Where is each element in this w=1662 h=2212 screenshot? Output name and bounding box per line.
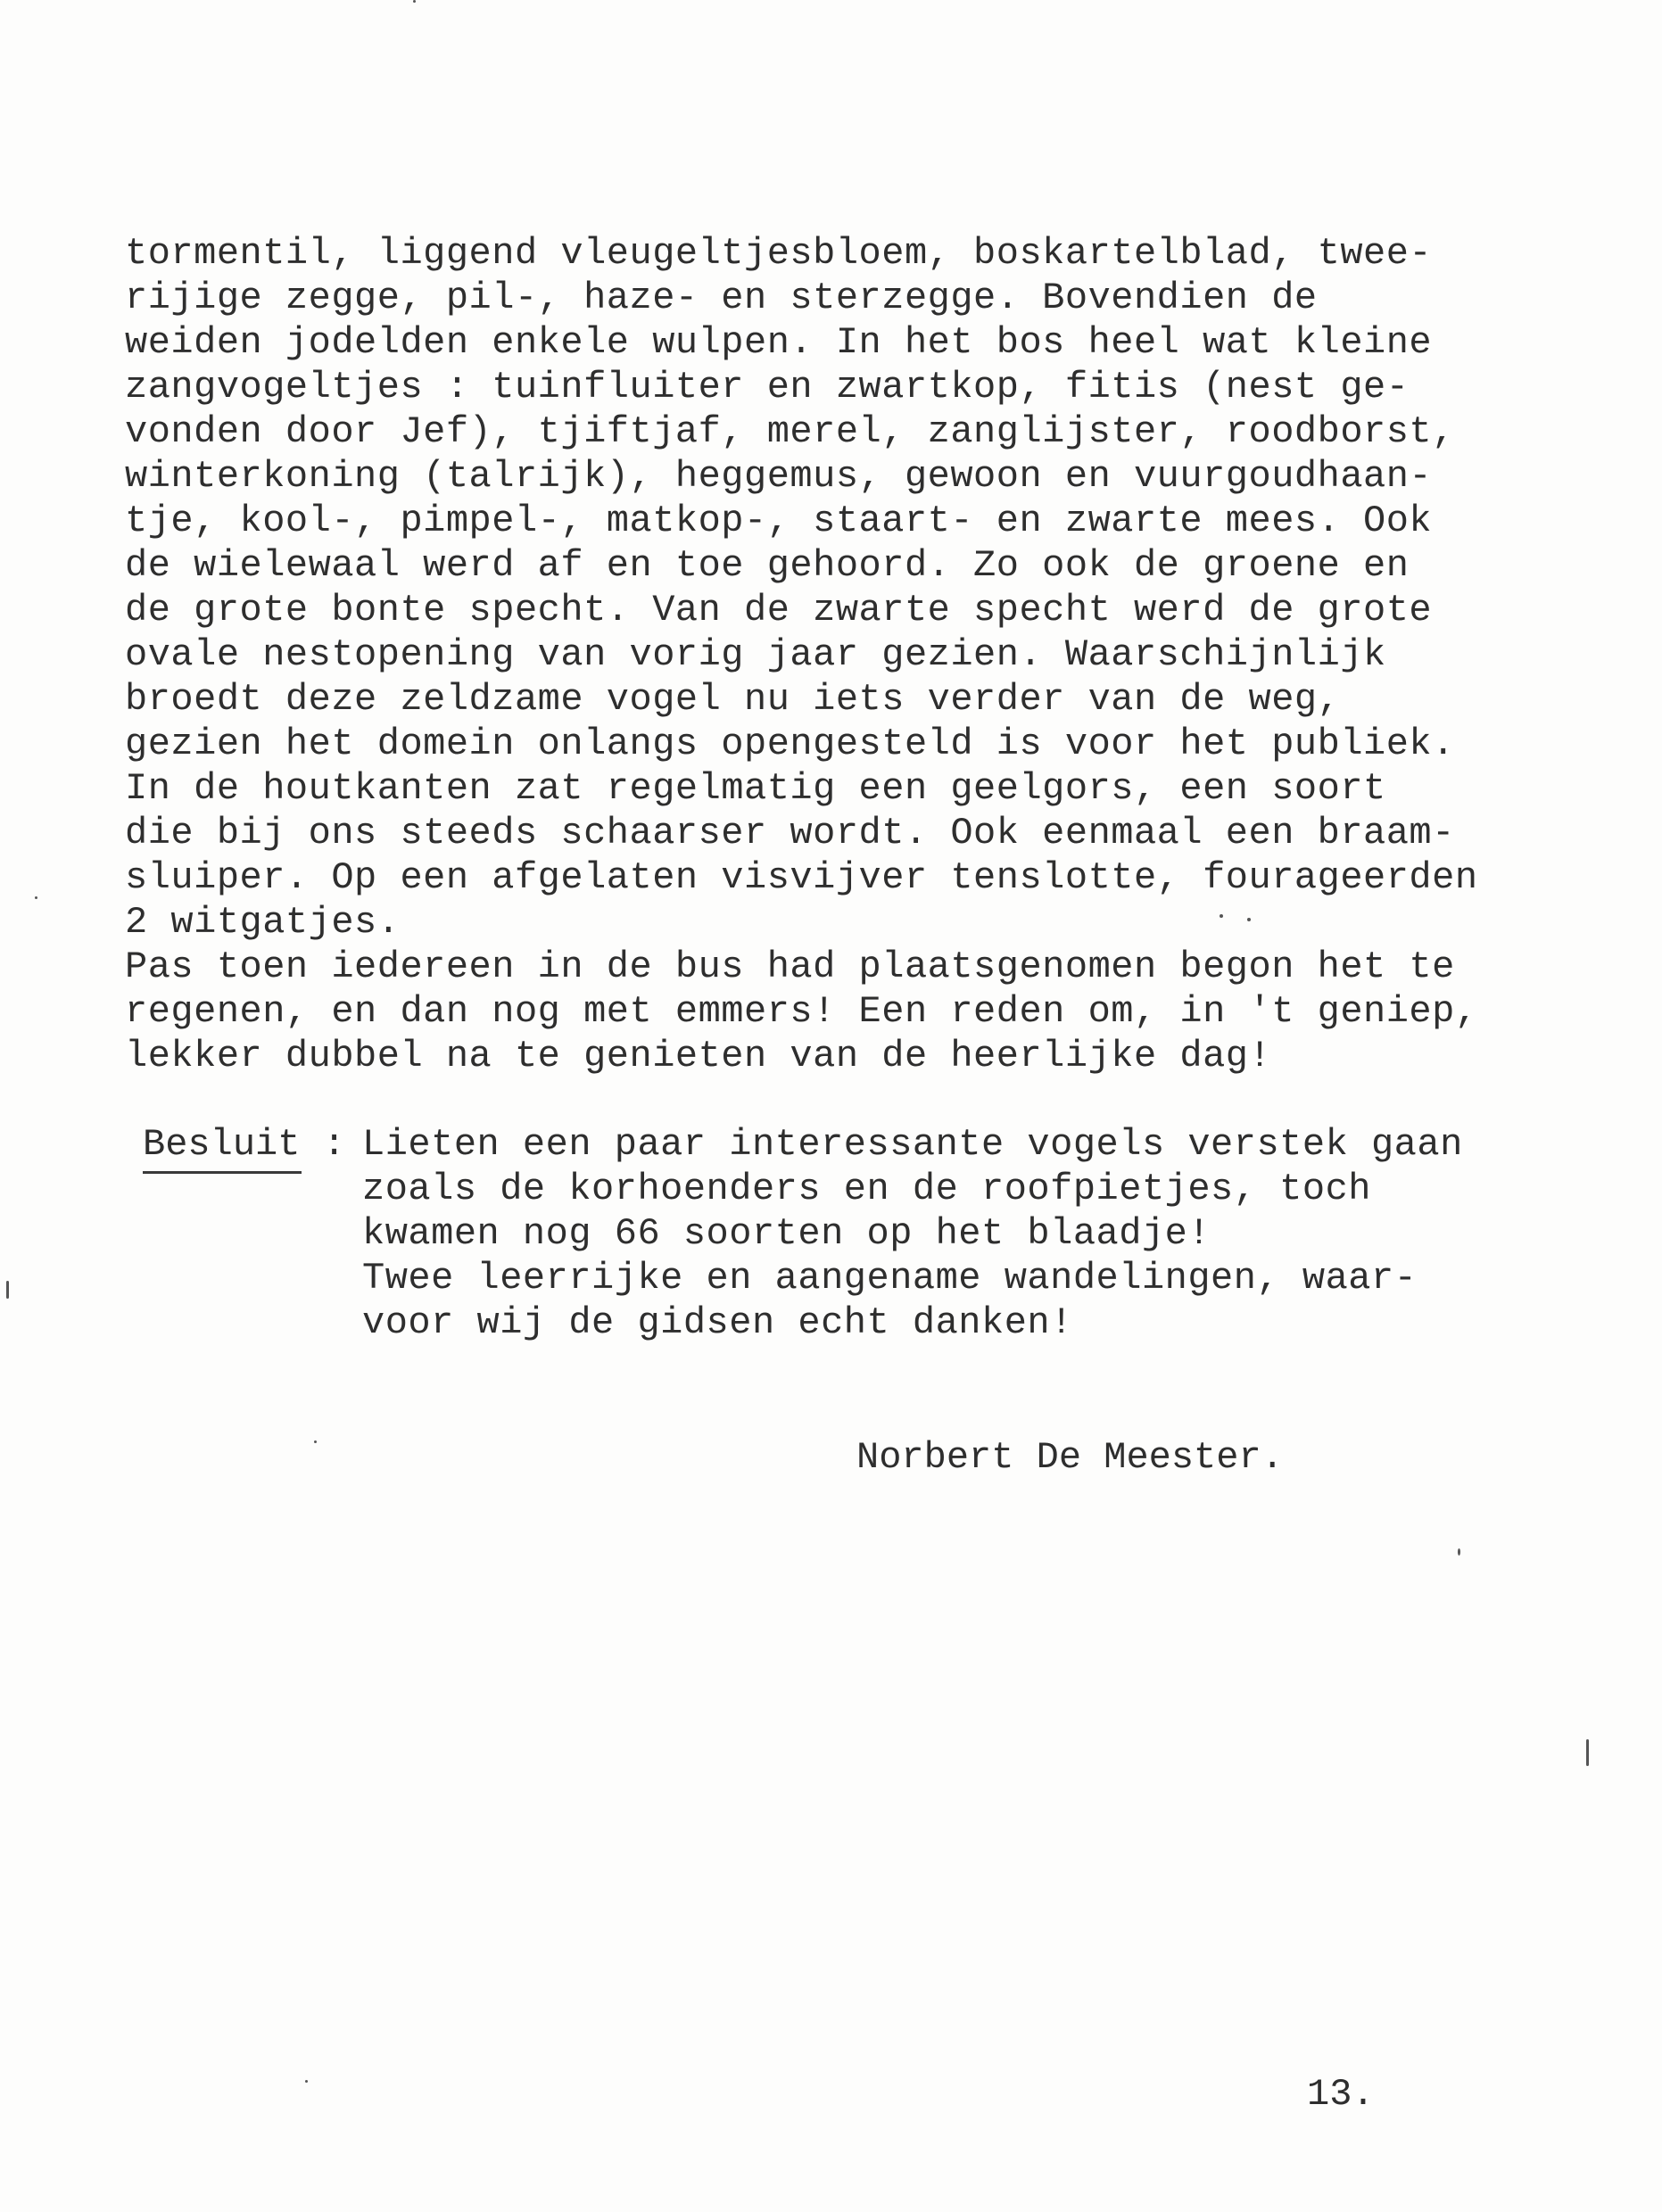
paragraph-line: sluiper. Op een afgelaten visvijver tenslotte, fourageerden (125, 856, 1478, 899)
paper-speck (314, 1440, 317, 1443)
paragraph-line: tje, kool-, pimpel-, matkop-, staart- en zwarte mees. Ook (125, 499, 1433, 542)
paragraph-line: gezien het domein onlangs opengesteld is voor het publiek. (125, 722, 1455, 765)
paragraph-line: winterkoning (talrijk), heggemus, gewoon en vuurgoudhaan- (125, 455, 1433, 498)
paper-speck (305, 2080, 308, 2083)
paper-speck (1458, 1548, 1460, 1556)
paper-speck (6, 1281, 9, 1299)
besluit-heading: Besluit (143, 1123, 301, 1166)
paragraph-line: vonden door Jef), tjiftjaf, merel, zanglijster, roodborst, (125, 410, 1455, 453)
paragraph-line: regenen, en dan nog met emmers! Een reden om, in 't geniep, (125, 990, 1478, 1033)
paragraph-line: zangvogeltjes : tuinfluiter en zwartkop, fitis (nest ge- (125, 366, 1410, 409)
besluit-line: Twee leerrijke en aangename wandelingen, waar- (362, 1257, 1418, 1300)
paper-speck (413, 0, 416, 3)
paragraph-line: de grote bonte specht. Van de zwarte specht werd de grote (125, 589, 1433, 631)
paragraph-line: tormentil, liggend vleugeltjesbloem, boskartelblad, twee- (125, 232, 1433, 275)
besluit-line: Lieten een paar interessante vogels verstek gaan (362, 1123, 1463, 1166)
paragraph-line: broedt deze zeldzame vogel nu iets verder van de weg, (125, 678, 1341, 721)
besluit-colon: : (323, 1123, 346, 1166)
paragraph-line: die bij ons steeds schaarser wordt. Ook eenmaal een braam- (125, 812, 1455, 854)
paragraph-line: de wielewaal werd af en toe gehoord. Zo ook de groene en (125, 544, 1410, 587)
besluit-underline (143, 1171, 302, 1174)
paragraph-line: 2 witgatjes. (125, 901, 401, 944)
paragraph-line: weiden jodelden enkele wulpen. In het bos heel wat kleine (125, 321, 1433, 364)
page-number: 13. (1307, 2073, 1375, 2116)
paper-speck (1586, 1739, 1589, 1766)
paper-speck (1220, 914, 1223, 918)
paragraph-line: ovale nestopening van vorig jaar gezien. Waarschijnlijk (125, 633, 1386, 676)
paper-speck (1247, 918, 1251, 921)
besluit-line: voor wij de gidsen echt danken! (362, 1301, 1073, 1344)
author-signature: Norbert De Meester. (856, 1436, 1284, 1479)
paragraph-line: lekker dubbel na te genieten van de heerlijke dag! (125, 1035, 1272, 1077)
besluit-line: kwamen nog 66 soorten op het blaadje! (362, 1212, 1211, 1255)
paragraph-line: Pas toen iedereen in de bus had plaatsgenomen begon het te (125, 945, 1455, 988)
besluit-line: zoals de korhoenders en de roofpietjes, toch (362, 1168, 1371, 1210)
paragraph-line: In de houtkanten zat regelmatig een geelgors, een soort (125, 767, 1386, 810)
paper-speck (35, 896, 37, 899)
paragraph-line: rijige zegge, pil-, haze- en sterzegge. Bovendien de (125, 276, 1318, 319)
